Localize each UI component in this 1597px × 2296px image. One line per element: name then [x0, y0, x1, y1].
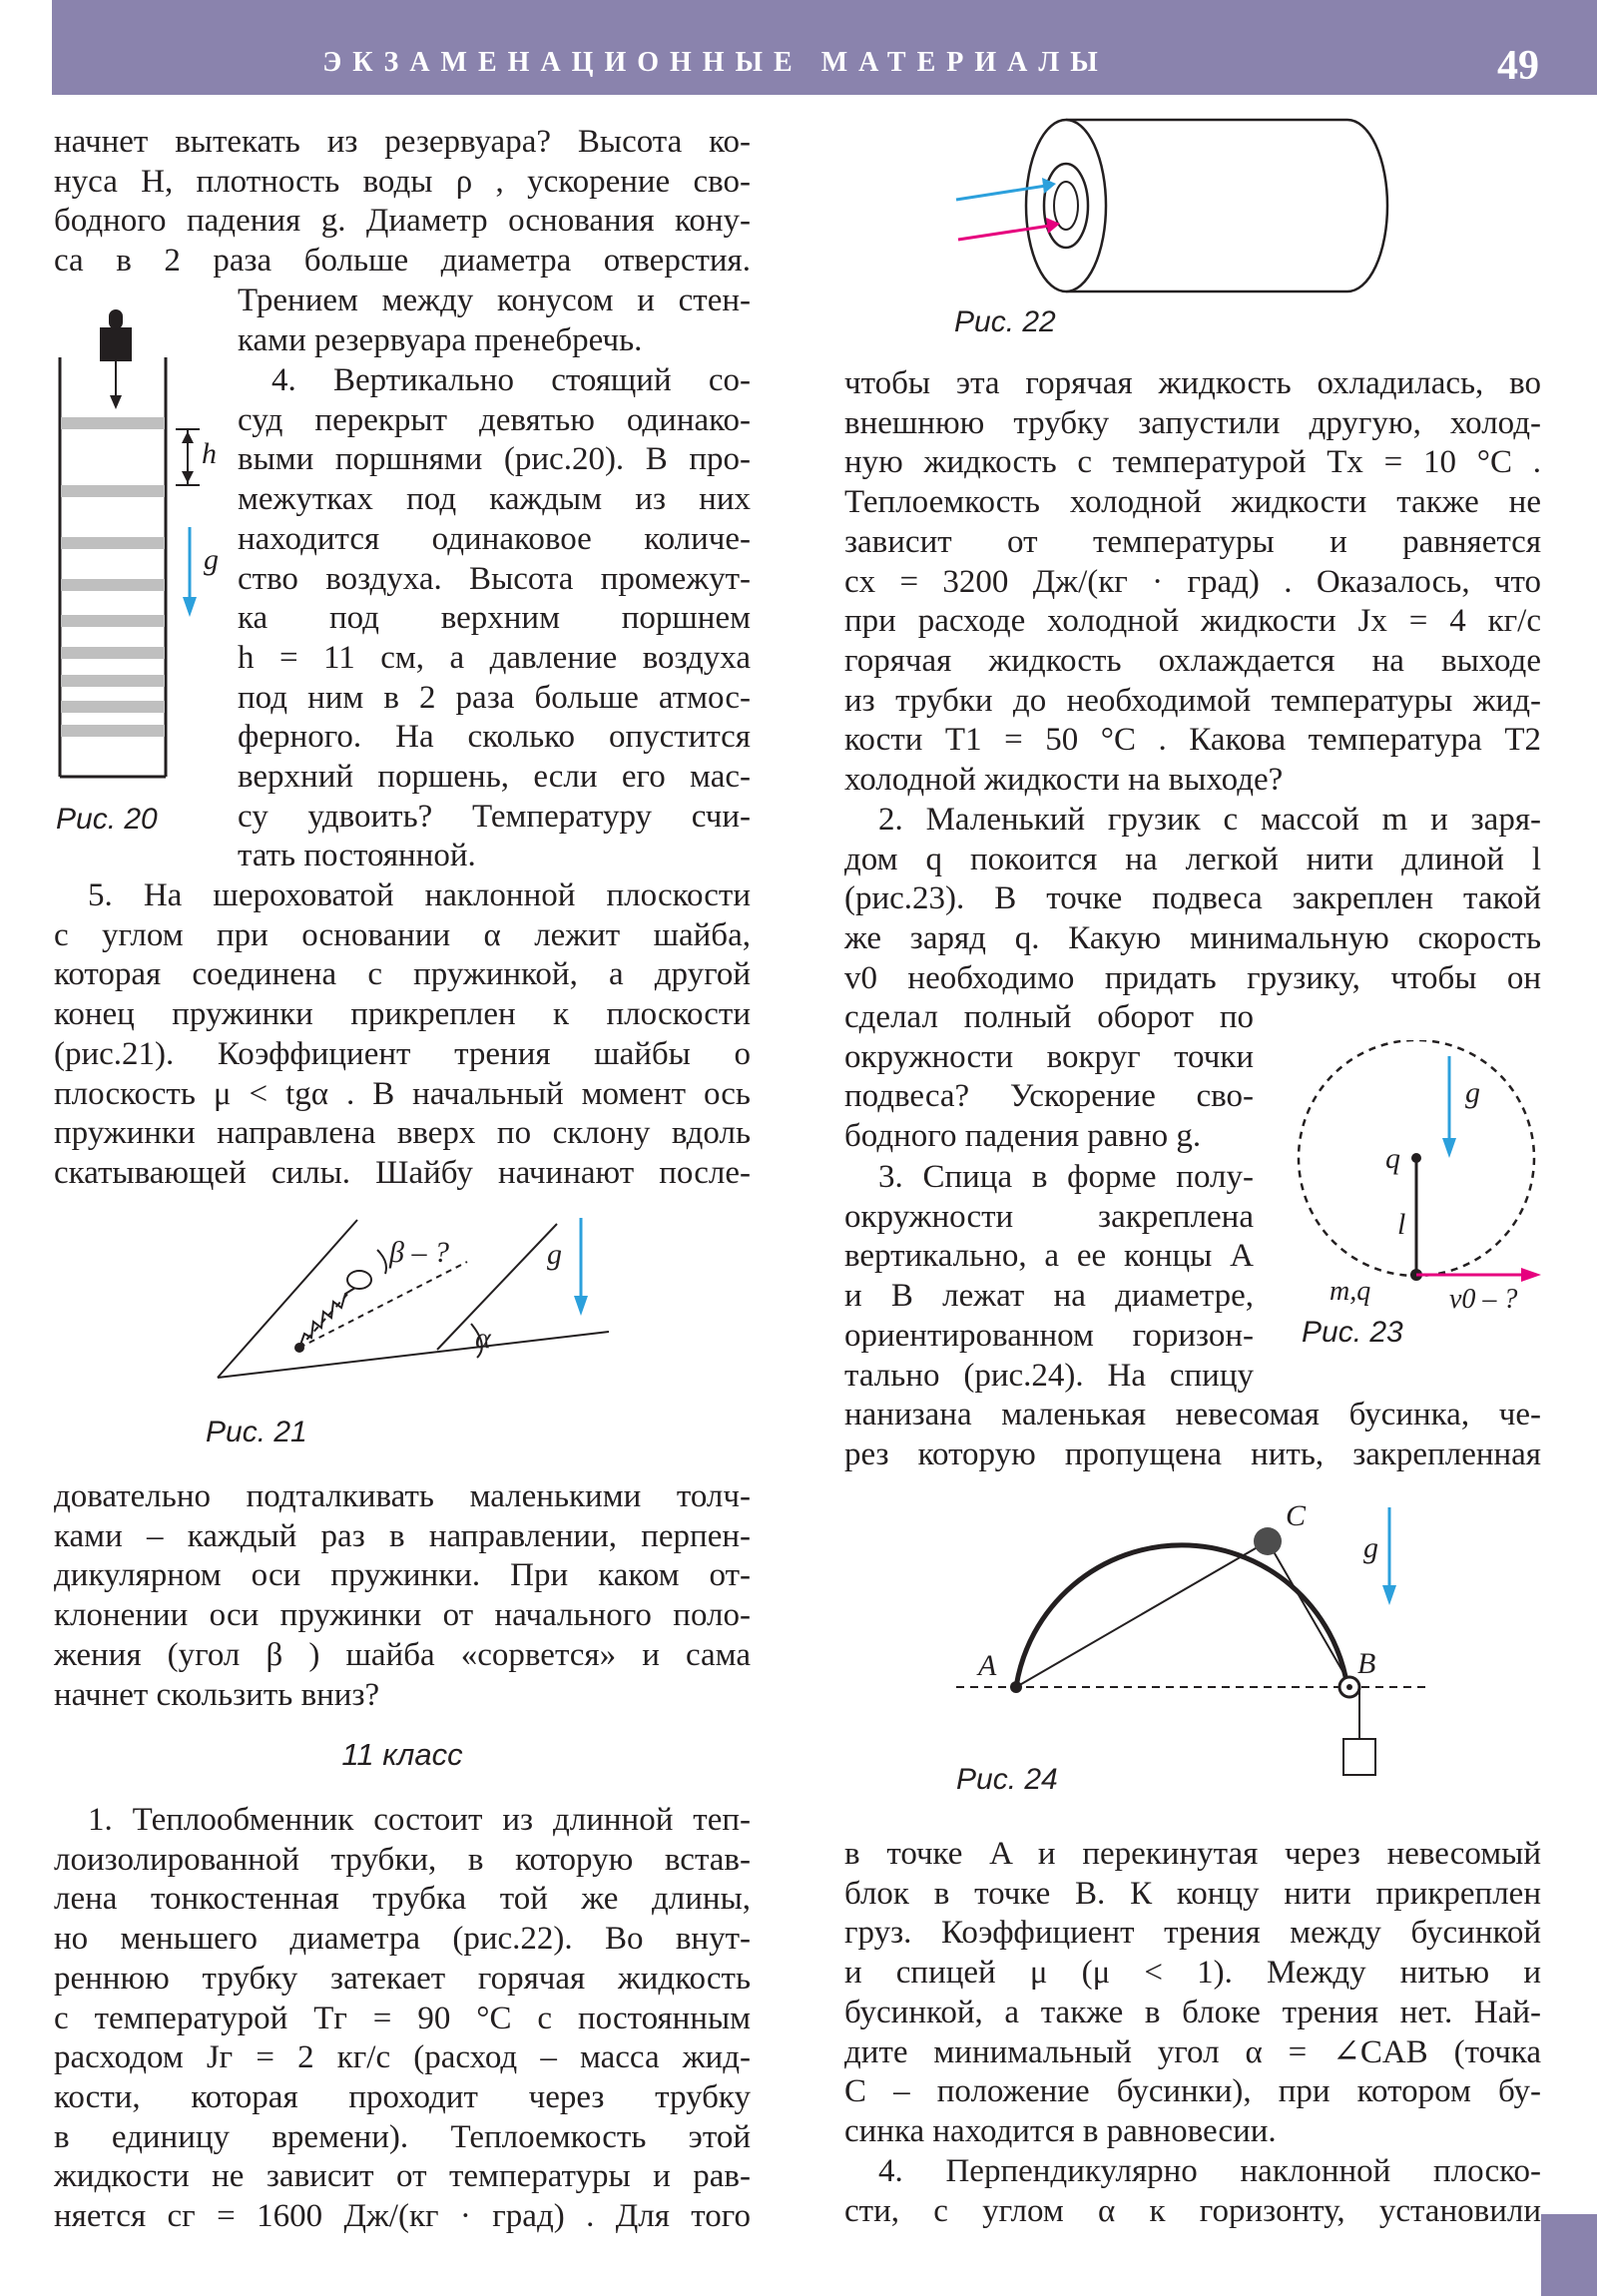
figure-23	[1294, 1040, 1573, 1320]
figure-23-caption: Рис. 23	[1302, 1316, 1403, 1349]
figure-24-caption: Рис. 24	[956, 1763, 1058, 1796]
running-title: ЭКЗАМЕНАЦИОННЫЕ МАТЕРИАЛЫ	[322, 47, 1109, 78]
piston	[61, 417, 165, 429]
label-g: g	[1465, 1076, 1480, 1109]
plane-surface-left	[218, 1220, 357, 1378]
problem-3-wrap: 3. Спица в форме полу- окружности закреплена вертикально, а ее концы A и B лежат на диаметре, ориентированном горизон- тально (рис.24). На спицу	[844, 1159, 1254, 1394]
label-alpha: α	[475, 1322, 491, 1355]
pulley-axle	[1346, 1684, 1352, 1690]
problem-1-text: 1. Теплообменник состоит из длинной теп- лоизолированной трубки, в которую встав- лена тонкостенная трубка той же длины, но меньшего диаметра (рис.22). Во внут- реннюю трубку затекает горячая жидкость с температурой Tг = 90 °C с постоянным расходом Jг = 2 кг/с (расход – масса жид- кости, которая проходит через трубку в единицу времени). Теплоемкость этой жидкости не зависит от температуры и рав- няется cг = 1600 Дж/(кг · град) . Для того	[54, 1802, 751, 2235]
piston	[61, 579, 165, 591]
inner-tube-opening	[1054, 182, 1078, 230]
velocity-arrowhead	[1521, 1268, 1541, 1282]
figure-22-caption: Рис. 22	[954, 305, 1056, 338]
figure-21-caption: Рис. 21	[206, 1416, 307, 1448]
h-arrowhead-up	[182, 431, 194, 443]
figure-21	[210, 1208, 619, 1398]
piston	[61, 701, 165, 713]
load	[1343, 1739, 1375, 1775]
suspension-charge	[1411, 1153, 1421, 1163]
weight-icon	[100, 327, 132, 361]
point-A	[1010, 1681, 1022, 1693]
bead	[1254, 1527, 1282, 1555]
problem-4-text: 4. Вертикально стоящий со- суд перекрыт девятью одинако- выми поршнями (рис.20). В про- межутках под каждым из них находится одинаковое количе- ство воздуха. Высота промежут- ка под верхним поршнем h = 11 см, а давление воздуха под ним в 2 раза больше атмос- ферного. На сколько опустится верхний поршень, если его мас- су удвоить? Температуру счи- тать постоянной.	[238, 362, 751, 874]
beta-arc	[377, 1250, 386, 1274]
label-mq: m,q	[1330, 1276, 1371, 1307]
problem-3-continued: в точке A и перекинутая через невесомый блок в точке B. К концу нити прикреплен груз. Коэффициент трения между бусинкой и спицей μ (μ < 1). Между нитью и бусинкой, а также в блоке трения нет. Най- дите минимальный угол α = ∠CAB (точка C – положение бусинки), при котором бу- синка находится в равновесии.	[844, 1836, 1541, 2149]
label-g: g	[204, 543, 219, 576]
plane-base	[218, 1332, 609, 1378]
figure-20-caption: Рис. 20	[56, 803, 158, 836]
problem-5-continued: довательно подталкивать маленькими толч- ками – каждый раз в направлении, перпен- дикулярном оси пружинки. При каком от- клонении оси пружинки от начального поло- жения (угол β ) шайба «сорвется» и сама начнет скользить вниз?	[54, 1478, 751, 1713]
piston	[61, 675, 165, 687]
semicircle-spoke	[1016, 1545, 1347, 1687]
piston	[61, 725, 165, 737]
plane-surface-right	[437, 1224, 557, 1350]
page-corner-tab	[1541, 2214, 1597, 2296]
label-beta: β – ?	[389, 1236, 449, 1269]
h-arrowhead-down	[182, 471, 194, 483]
figure-22	[948, 106, 1397, 305]
piston	[61, 647, 165, 659]
problem-3-text: нанизана маленькая невесомая бусинка, че- рез которую пропущена нить, закрепленная	[844, 1397, 1541, 1472]
gravity-arrowhead	[1442, 1138, 1456, 1158]
intro-paragraph-wrap: Трением между конусом и стен- ками резервуара пренебречь.	[238, 283, 751, 358]
label-C: C	[1286, 1499, 1307, 1532]
gravity-arrowhead	[574, 1296, 588, 1316]
problem-4b-text: 4. Перпендикулярно наклонной плоско- сти, с углом α к горизонту, установили	[844, 2153, 1541, 2229]
problem-2-wrap: сделал полный оборот по окружности вокруг точки подвеса? Ускорение сво- бодного падения равно g.	[844, 999, 1254, 1155]
pistons	[61, 417, 165, 737]
label-h: h	[202, 437, 217, 470]
thread-CB	[1268, 1541, 1349, 1683]
gravity-arrowhead	[1382, 1585, 1396, 1605]
figure-20	[50, 299, 240, 799]
label-A: A	[978, 1649, 997, 1682]
piston	[61, 615, 165, 627]
label-B: B	[1357, 1647, 1376, 1680]
thread-AC	[1016, 1541, 1268, 1687]
page-number: 49	[1497, 43, 1539, 89]
label-q: q	[1385, 1142, 1400, 1175]
gravity-arrowhead	[183, 597, 197, 617]
puck	[347, 1271, 371, 1289]
problem-5-text: 5. На шероховатой наклонной плоскости с углом при основании α лежит шайба, которая соединена с пружинкой, а другой конец пружинки прикреплен к плоскости (рис.21). Коэффициент трения шайбы о плоскость μ < tgα . В начальный момент ось пружинки направлена вверх по склону вдоль скатывающей силы. Шайбу начинают после-	[54, 877, 751, 1191]
outer-tube-body	[1066, 120, 1387, 291]
initial-axis-dashed	[299, 1262, 467, 1348]
piston	[61, 485, 165, 497]
spring-anchor	[294, 1343, 304, 1353]
grade-heading: 11 класс	[341, 1737, 463, 1772]
piston	[61, 537, 165, 549]
page-header	[52, 0, 1597, 95]
problem-1-continued: чтобы эта горячая жидкость охладилась, во внешнюю трубку запустили другую, холод- ную жидкость с температурой Tх = 10 °C . Теплоемкость холодной жидкости также не зависит от температуры и равняется cх = 3200 Дж/(кг · град) . Оказалось, что при расходе холодной жидкости Jх = 4 кг/с горячая жидкость охлаждается на выходе из трубки до необходимой температуры жид- кости T1 = 50 °C . Какова температура T2 холодной жидкости на выходе?	[844, 365, 1541, 799]
push-arrow-head	[110, 395, 122, 409]
problem-2-text: 2. Маленький грузик с массой m и заря- дом q покоится на легкой нити длиной l (рис.23). В точке подвеса закреплен такой же заряд q. Какую минимальную скорость v0 необходимо придать грузику, чтобы он	[844, 802, 1541, 996]
label-v0: v0 – ?	[1449, 1284, 1518, 1315]
intro-paragraph: начнет вытекать из резервуара? Высота ко- нуса H, плотность воды ρ , ускорение сво- бодного падения g. Диаметр основания кону- са в 2 раза больше диаметра отверстия.	[54, 124, 751, 280]
figure-24	[948, 1493, 1467, 1783]
label-g: g	[547, 1238, 562, 1271]
label-g: g	[1363, 1531, 1378, 1564]
weight-knob	[109, 309, 123, 329]
label-l: l	[1397, 1208, 1406, 1241]
